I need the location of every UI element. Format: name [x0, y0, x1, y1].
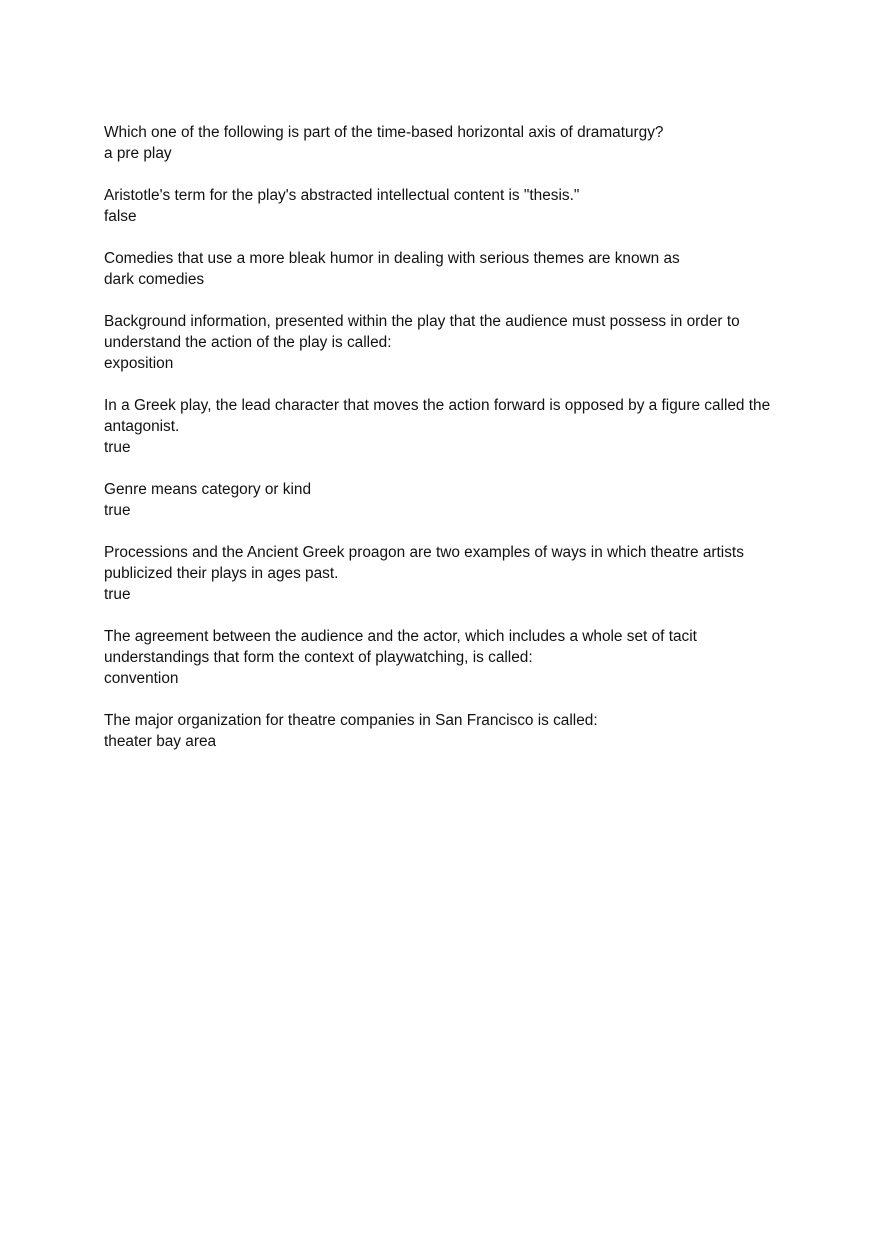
answer-text: theater bay area [104, 733, 217, 750]
answer-text: a pre play [104, 145, 172, 162]
qa-item [104, 710, 774, 752]
question-text: Aristotle's term for the play's abstracted intellectual content is "thesis." [104, 187, 580, 204]
question-text: Which one of the following is part of the time-based horizontal axis of dramaturgy? [104, 124, 664, 141]
answer-text: dark comedies [104, 271, 205, 288]
qa-item [104, 248, 774, 290]
answer-text: convention [104, 670, 179, 687]
question-text: Comedies that use a more bleak humor in dealing with serious themes are known as [104, 250, 680, 267]
question-text: Background information, presented within the play that the audience must possess in order to understand the action of the play is called: [104, 313, 740, 351]
question-text: Processions and the Ancient Greek proagon are two examples of ways in which theatre artists publicized their plays in ages past. [104, 544, 744, 582]
answer-text: true [104, 502, 131, 519]
question-text: In a Greek play, the lead character that moves the action forward is opposed by a figure called the antagonist. [104, 397, 771, 435]
answer-text: true [104, 586, 131, 603]
qa-item [104, 542, 774, 605]
qa-item [104, 626, 774, 689]
qa-item [104, 479, 774, 521]
qa-item [104, 122, 774, 164]
question-text: The major organization for theatre companies in San Francisco is called: [104, 712, 598, 729]
qa-item [104, 395, 774, 458]
question-text: The agreement between the audience and the actor, which includes a whole set of tacit understandings that form the context of playwatching, is called: [104, 628, 697, 666]
question-answer-list [104, 122, 774, 773]
answer-text: true [104, 439, 131, 456]
question-text: Genre means category or kind [104, 481, 312, 498]
qa-item [104, 185, 774, 227]
qa-item [104, 311, 774, 374]
answer-text: false [104, 208, 137, 225]
answer-text: exposition [104, 355, 174, 372]
